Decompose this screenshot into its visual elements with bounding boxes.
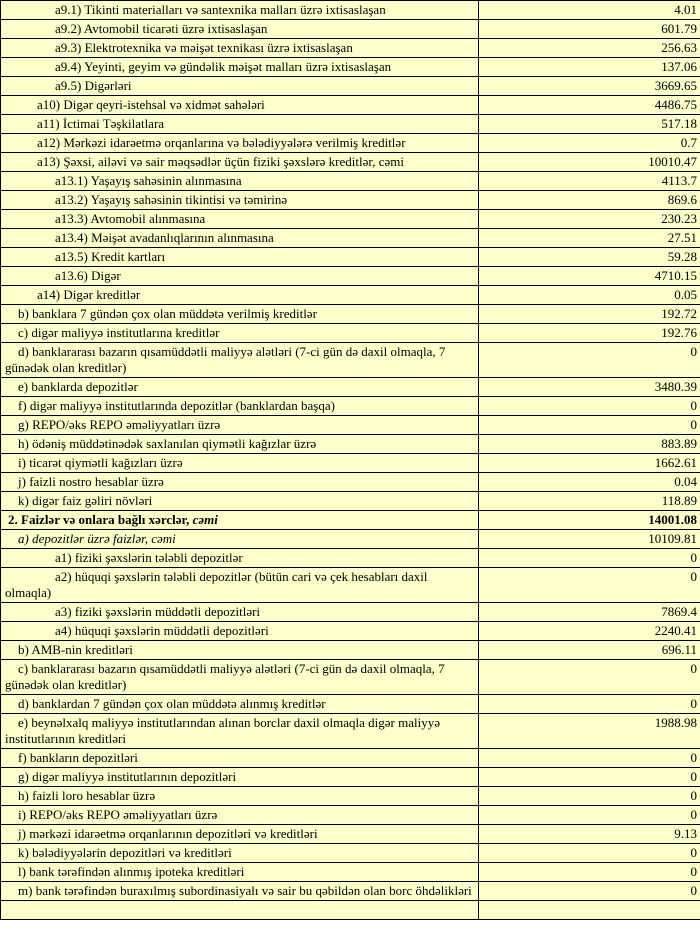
row-label-text: a) depozitlər üzrə faizlər, cəmi bbox=[18, 531, 176, 546]
row-label-text: b) banklara 7 gündən çox olan müddətə verilmiş kreditlər bbox=[18, 306, 317, 321]
table-row bbox=[1, 267, 700, 286]
row-label bbox=[1, 248, 479, 267]
row-label-text: l) bank tərəfindən alınmış ipoteka kreditləri bbox=[18, 864, 245, 879]
row-label-text: f) digər maliyyə institutlarında depozitlər (banklardan başqa) bbox=[18, 398, 335, 413]
row-value: 4113.7 bbox=[479, 172, 700, 191]
row-value: 4710.15 bbox=[479, 267, 700, 286]
row-label bbox=[1, 901, 479, 920]
row-label-text: a14) Digər kreditlər bbox=[37, 287, 141, 302]
table-row bbox=[1, 58, 700, 77]
row-label-text: h) faizli loro hesablar üzrə bbox=[18, 788, 156, 803]
row-label-text: 2. Faizlər və onlara bağlı xərclər, bbox=[8, 512, 193, 527]
table-row bbox=[1, 695, 700, 714]
row-value: 10010.47 bbox=[479, 153, 700, 172]
row-label bbox=[1, 58, 479, 77]
row-label bbox=[1, 435, 479, 454]
row-value: 0.04 bbox=[479, 473, 700, 492]
row-label-text: a13.2) Yaşayış sahəsinin tikintisi və təmirinə bbox=[55, 192, 288, 207]
row-value: 883.89 bbox=[479, 435, 700, 454]
row-label bbox=[1, 530, 479, 549]
table-row bbox=[1, 39, 700, 58]
row-label-text: j) mərkəzi idarəetmə orqanlarının depozitləri və kreditləri bbox=[18, 826, 318, 841]
row-label bbox=[1, 267, 479, 286]
row-value: 0 bbox=[479, 749, 700, 768]
row-value: 0 bbox=[479, 768, 700, 787]
row-value: 0 bbox=[479, 397, 700, 416]
row-label bbox=[1, 749, 479, 768]
row-label-text: i) REPO/əks REPO əməliyyatları üzrə bbox=[18, 807, 218, 822]
row-value: 517.18 bbox=[479, 115, 700, 134]
table-row bbox=[1, 454, 700, 473]
table-row bbox=[1, 825, 700, 844]
row-value bbox=[479, 901, 700, 920]
row-label bbox=[1, 210, 479, 229]
row-label-text: a13.3) Avtomobil alınmasına bbox=[55, 211, 206, 226]
row-label bbox=[1, 549, 479, 568]
table-row bbox=[1, 77, 700, 96]
row-value: 0 bbox=[479, 882, 700, 901]
row-label bbox=[1, 787, 479, 806]
table-row bbox=[1, 511, 700, 530]
row-label bbox=[1, 695, 479, 714]
row-label-text: a4) hüquqi şəxslərin müddətli depozitləri bbox=[55, 623, 269, 638]
row-label-text: a13) Şəxsi, ailəvi və sair məqsədlər üçün fiziki şəxslərə kreditlər, cəmi bbox=[37, 154, 404, 169]
row-value: 0 bbox=[479, 863, 700, 882]
row-label bbox=[1, 454, 479, 473]
row-label bbox=[1, 324, 479, 343]
table-row bbox=[1, 343, 700, 378]
row-value: 7869.4 bbox=[479, 603, 700, 622]
table-row bbox=[1, 115, 700, 134]
row-value: 0 bbox=[479, 416, 700, 435]
row-value: 192.72 bbox=[479, 305, 700, 324]
row-label-text: a13.6) Digər bbox=[55, 268, 121, 283]
row-value: 0.7 bbox=[479, 134, 700, 153]
row-label-text: g) REPO/əks REPO əməliyyatları üzrə bbox=[18, 417, 221, 432]
table-row bbox=[1, 863, 700, 882]
row-label bbox=[1, 286, 479, 305]
row-label-text: f) bankların depozitləri bbox=[18, 750, 138, 765]
row-label bbox=[1, 568, 479, 603]
row-label-text: a13.5) Kredit kartları bbox=[55, 249, 166, 264]
row-label bbox=[1, 863, 479, 882]
row-label-text: e) beynəlxalq maliyyə institutlarından alınan borclar daxil olmaqla digər maliyyə institutlarının kreditləri bbox=[5, 715, 440, 746]
table-row bbox=[1, 191, 700, 210]
row-value: 4486.75 bbox=[479, 96, 700, 115]
table-row bbox=[1, 1, 700, 20]
row-label bbox=[1, 378, 479, 397]
table-row bbox=[1, 378, 700, 397]
table-row bbox=[1, 210, 700, 229]
row-value: 2240.41 bbox=[479, 622, 700, 641]
row-label bbox=[1, 622, 479, 641]
row-value: 0 bbox=[479, 660, 700, 695]
row-label-text: m) bank tərəfindən buraxılmış subordinasiyalı və sair bu qəbildən olan borc öhdəlikləri bbox=[18, 883, 472, 898]
table-row bbox=[1, 286, 700, 305]
row-label-text: k) bələdiyyələrin depozitləri və kreditləri bbox=[18, 845, 232, 860]
table-row bbox=[1, 768, 700, 787]
row-value: 9.13 bbox=[479, 825, 700, 844]
row-value: 0 bbox=[479, 844, 700, 863]
row-label-text: a9.5) Digərləri bbox=[55, 78, 132, 93]
row-label-text: d) banklararası bazarın qısamüddətli maliyyə alətləri (7-ci gün də daxil olmaqla, 7 günədək olan kreditlər) bbox=[5, 344, 446, 375]
row-value: 1988.98 bbox=[479, 714, 700, 749]
row-label bbox=[1, 1, 479, 20]
row-value: 0 bbox=[479, 695, 700, 714]
row-value: 256.63 bbox=[479, 39, 700, 58]
row-value: 59.28 bbox=[479, 248, 700, 267]
row-value: 601.79 bbox=[479, 20, 700, 39]
row-label-text: c) digər maliyyə institutlarına kreditlər bbox=[18, 325, 220, 340]
table-row bbox=[1, 153, 700, 172]
table-row bbox=[1, 435, 700, 454]
row-value: 3480.39 bbox=[479, 378, 700, 397]
row-label bbox=[1, 153, 479, 172]
row-label bbox=[1, 844, 479, 863]
row-label bbox=[1, 115, 479, 134]
row-value: 230.23 bbox=[479, 210, 700, 229]
table-row bbox=[1, 305, 700, 324]
row-label bbox=[1, 229, 479, 248]
table-body bbox=[1, 1, 700, 920]
row-label-text: h) ödəniş müddətinədək saxlanılan qiymətli kağızlar üzrə bbox=[18, 436, 317, 451]
row-value: 192.76 bbox=[479, 324, 700, 343]
row-label-text: j) faizli nostro hesablar üzrə bbox=[18, 474, 164, 489]
row-label bbox=[1, 343, 479, 378]
row-label bbox=[1, 511, 479, 530]
row-label-text: a9.1) Tikinti materialları və santexnika malları üzrə ixtisaslaşan bbox=[55, 2, 386, 17]
row-label bbox=[1, 305, 479, 324]
row-label-text: g) digər maliyyə institutlarının depozitləri bbox=[18, 769, 237, 784]
row-value: 14001.08 bbox=[479, 511, 700, 530]
row-label bbox=[1, 172, 479, 191]
row-label-text: a1) fiziki şəxslərin tələbli depozitlər bbox=[55, 550, 243, 565]
row-label bbox=[1, 20, 479, 39]
row-label bbox=[1, 714, 479, 749]
row-label-text: a10) Digər qeyri-istehsal və xidmət sahələri bbox=[37, 97, 265, 112]
row-label bbox=[1, 603, 479, 622]
table-row bbox=[1, 229, 700, 248]
row-value: 0.05 bbox=[479, 286, 700, 305]
row-value: 1662.61 bbox=[479, 454, 700, 473]
row-value: 118.89 bbox=[479, 492, 700, 511]
row-label-text: e) banklarda depozitlər bbox=[18, 379, 138, 394]
table-row bbox=[1, 248, 700, 267]
row-label-text: a12) Mərkəzi idarəetmə orqanlarına və bələdiyyələrə verilmiş kreditlər bbox=[37, 135, 406, 150]
table-row bbox=[1, 473, 700, 492]
row-label-text: d) banklardan 7 gündən çox olan müddətə alınmış kreditlər bbox=[18, 696, 326, 711]
row-value: 869.6 bbox=[479, 191, 700, 210]
row-value: 696.11 bbox=[479, 641, 700, 660]
row-value: 27.51 bbox=[479, 229, 700, 248]
row-label-text: a13.1) Yaşayış sahəsinin alınmasına bbox=[55, 173, 242, 188]
table-row bbox=[1, 749, 700, 768]
row-label-text: a2) hüquqi şəxslərin tələbli depozitlər (bütün cari və çek hesabları daxil olmaqla) bbox=[5, 569, 428, 600]
table-row bbox=[1, 530, 700, 549]
table-row bbox=[1, 622, 700, 641]
row-label-text: k) digər faiz gəliri növləri bbox=[18, 493, 153, 508]
row-label-text: a13.4) Məişət avadanlıqlarının alınmasına bbox=[55, 230, 274, 245]
row-value: 0 bbox=[479, 343, 700, 378]
table-row bbox=[1, 96, 700, 115]
table-row bbox=[1, 416, 700, 435]
table-row bbox=[1, 20, 700, 39]
row-label bbox=[1, 806, 479, 825]
table-row bbox=[1, 568, 700, 603]
row-label bbox=[1, 416, 479, 435]
table-row bbox=[1, 549, 700, 568]
row-label-text: a9.3) Elektrotexnika və məişət texnikası üzrə ixtisaslaşan bbox=[55, 40, 353, 55]
row-label bbox=[1, 825, 479, 844]
row-label-text: a3) fiziki şəxslərin müddətli depozitləri bbox=[55, 604, 261, 619]
row-value: 137.06 bbox=[479, 58, 700, 77]
table-row bbox=[1, 787, 700, 806]
row-label bbox=[1, 660, 479, 695]
row-value: 0 bbox=[479, 549, 700, 568]
table-row bbox=[1, 660, 700, 695]
table-row bbox=[1, 882, 700, 901]
table-row bbox=[1, 844, 700, 863]
table-row bbox=[1, 641, 700, 660]
row-label bbox=[1, 39, 479, 58]
row-label bbox=[1, 473, 479, 492]
row-label bbox=[1, 96, 479, 115]
row-label-text: b) AMB-nin kreditləri bbox=[18, 642, 133, 657]
table-row bbox=[1, 714, 700, 749]
table-row bbox=[1, 134, 700, 153]
row-label-text: a9.4) Yeyinti, geyim və gündəlik məişət malları üzrə ixtisaslaşan bbox=[55, 59, 392, 74]
table-row bbox=[1, 397, 700, 416]
row-label bbox=[1, 134, 479, 153]
table-row bbox=[1, 901, 700, 920]
table-row bbox=[1, 806, 700, 825]
row-label-text: a11) İctimai Təşkilatlara bbox=[37, 116, 165, 131]
row-label bbox=[1, 882, 479, 901]
row-label bbox=[1, 492, 479, 511]
row-label-text: a9.2) Avtomobil ticarəti üzrə ixtisaslaşan bbox=[55, 21, 268, 36]
row-label bbox=[1, 397, 479, 416]
table-row bbox=[1, 324, 700, 343]
row-value: 10109.81 bbox=[479, 530, 700, 549]
row-label-text: c) banklararası bazarın qısamüddətli maliyyə alətləri (7-ci gün də daxil olmaqla, 7 günədək olan kreditlər) bbox=[5, 661, 445, 692]
row-label-text: i) ticarət qiymətli kağızları üzrə bbox=[18, 455, 183, 470]
row-label-emphasis: cəmi bbox=[192, 512, 218, 527]
row-label bbox=[1, 77, 479, 96]
row-value: 3669.65 bbox=[479, 77, 700, 96]
row-label bbox=[1, 641, 479, 660]
row-value: 0 bbox=[479, 568, 700, 603]
row-label bbox=[1, 191, 479, 210]
row-label bbox=[1, 768, 479, 787]
row-value: 4.01 bbox=[479, 1, 700, 20]
table-row bbox=[1, 492, 700, 511]
row-value: 0 bbox=[479, 787, 700, 806]
table-row bbox=[1, 603, 700, 622]
table-row bbox=[1, 172, 700, 191]
row-value: 0 bbox=[479, 806, 700, 825]
